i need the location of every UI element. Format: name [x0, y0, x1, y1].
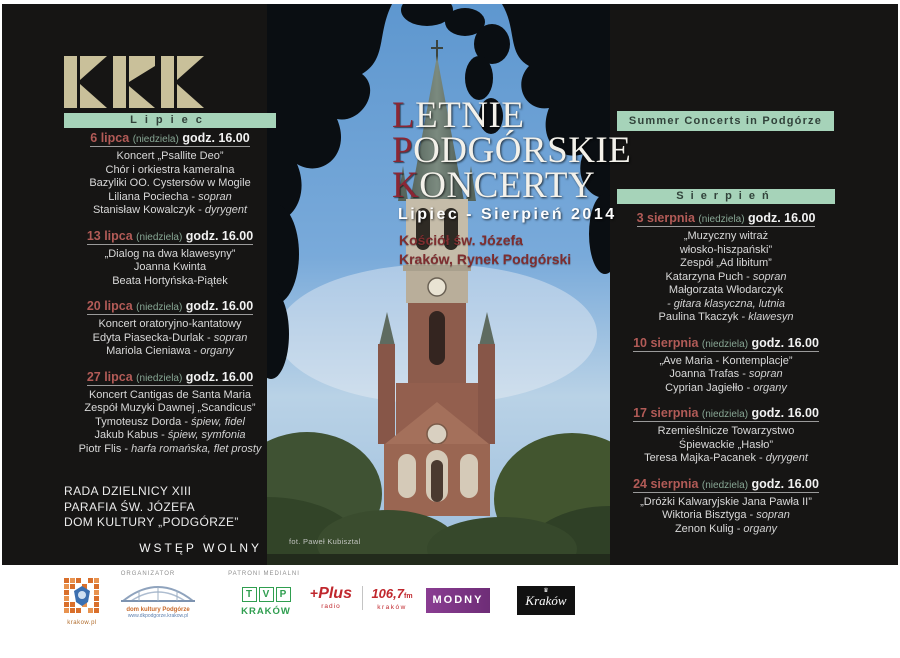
- radio-fm-logo: [366, 585, 418, 611]
- title-rest: ETNIE: [415, 95, 525, 136]
- program-line: [608, 368, 844, 382]
- program-role: dyrygent: [204, 204, 248, 216]
- program-text: Piotr Flis -: [78, 442, 132, 455]
- event-weekday: (niedziela): [136, 372, 183, 384]
- program-line: [52, 177, 288, 191]
- program-text: Joanna Kwinta: [133, 261, 207, 273]
- program-line: [52, 191, 288, 205]
- program-line: [608, 284, 844, 298]
- tvp-letter-boxes: [238, 587, 294, 602]
- event-date: 24 sierpnia: [633, 476, 699, 491]
- church-photo: [267, 4, 610, 565]
- program-text: Koncert Cantigas de Santa Maria: [88, 388, 252, 401]
- venue-line: Kościół św. Józefa: [399, 232, 523, 248]
- tvp-letter: P: [276, 587, 291, 602]
- program-text: Teresa Majka-Pacanek -: [644, 452, 766, 464]
- event-date: 20 lipca: [86, 299, 133, 313]
- organizers-block: [64, 484, 239, 531]
- program-line: [608, 425, 844, 439]
- event-date: 3 sierpnia: [636, 211, 695, 225]
- program-line: [52, 429, 288, 443]
- program-line: [608, 496, 844, 510]
- venue-block: [399, 231, 571, 269]
- organizer-line: PARAFIA ŚW. JÓZEFA: [64, 499, 196, 514]
- event-entry: [608, 211, 844, 325]
- program-line: [608, 509, 844, 523]
- program-text: Beata Hortyńska-Piątek: [112, 274, 228, 287]
- event-date-line: [608, 211, 844, 227]
- event-date-underline: [633, 477, 819, 493]
- event-date-underline: [87, 370, 253, 386]
- program-text: Stanisław Kowalczyk -: [92, 204, 205, 216]
- program-text: włosko-hiszpański”: [679, 243, 773, 256]
- program-line: [608, 452, 844, 466]
- title-initial: K: [392, 165, 420, 206]
- program-line: [52, 150, 288, 164]
- krk-logo-icon: [64, 56, 204, 108]
- event-time: godz. 16.00: [751, 335, 819, 350]
- event-date: 13 lipca: [86, 228, 133, 243]
- fm-unit: fm: [403, 593, 413, 600]
- program-text: Joanna Trafas -: [669, 368, 749, 380]
- program-role: sopran: [752, 270, 787, 283]
- event-entry: [608, 336, 844, 396]
- program-line: [52, 389, 288, 403]
- krakow-pl-caption: krakow.pl: [67, 620, 97, 626]
- program-role: organy: [743, 522, 778, 535]
- program-text: „Muzyczny witraż: [683, 230, 769, 242]
- event-date-line: [608, 477, 844, 493]
- program-text: Tymoteusz Dorda -: [95, 415, 192, 428]
- event-date-line: [52, 370, 288, 386]
- event-entry: [608, 477, 844, 537]
- program-line: [608, 271, 844, 285]
- event-entry: [52, 370, 288, 457]
- program-role: śpiew, fidel: [191, 415, 245, 428]
- program-text: Jakub Kabus -: [94, 429, 168, 441]
- program-line: [52, 248, 288, 262]
- program-role: organy: [200, 345, 234, 357]
- title-line-1: [392, 95, 631, 136]
- event-weekday: (niedziela): [132, 134, 179, 145]
- event-weekday: (niedziela): [701, 338, 749, 350]
- event-date-line: [608, 406, 844, 422]
- church-photo-art: [267, 4, 610, 565]
- program-text: Katarzyna Puch -: [665, 270, 753, 283]
- footer-divider: [362, 586, 363, 610]
- program-text: Mariola Cieniawa -: [106, 345, 201, 357]
- event-time: godz. 16.00: [185, 299, 254, 313]
- program-line: [608, 439, 844, 453]
- program-line: [52, 275, 288, 289]
- program-line: [52, 443, 288, 457]
- event-time: godz. 16.00: [751, 406, 819, 420]
- krakow-pl-mosaic-icon: [64, 578, 100, 614]
- event-date-underline: [633, 336, 819, 352]
- program-line: [52, 416, 288, 430]
- program-role: sopran: [756, 509, 790, 521]
- august-month-bar: Sierpień: [617, 189, 835, 204]
- event-date: 6 lipca: [90, 131, 130, 145]
- event-date: 17 sierpnia: [633, 406, 699, 420]
- program-text: Koncert „Psallite Deo”: [116, 150, 224, 162]
- event-time: godz. 16.00: [182, 131, 250, 145]
- program-text: Rzemieślnicze Towarzystwo: [657, 425, 795, 437]
- event-date: 27 lipca: [86, 369, 133, 384]
- free-admission-label: WSTĘP WOLNY: [139, 541, 262, 555]
- program-text: Edyta Piasecka-Durlak -: [92, 331, 214, 344]
- program-role: klawesyn: [748, 311, 794, 323]
- title-initial: P: [392, 130, 414, 171]
- crown-icon: ♛: [543, 588, 549, 594]
- july-events-list: [52, 131, 288, 467]
- program-role: sopran: [748, 368, 783, 380]
- date-range-subtitle: Lipiec - Sierpień 2014: [398, 206, 617, 223]
- event-weekday: (niedziela): [136, 302, 183, 313]
- program-text: „Dróżki Kalwaryjskie Jana Pawła II”: [640, 495, 812, 508]
- title-rest: ONCERTY: [419, 165, 596, 206]
- program-role: sopran: [213, 331, 248, 344]
- title-initial: L: [392, 95, 416, 136]
- radio-plus-logo: [306, 585, 356, 610]
- august-events-list: [608, 211, 844, 547]
- program-text: Zespół Muzyki Dawnej „Scandicus”: [84, 402, 256, 414]
- event-date-line: [608, 336, 844, 352]
- program-line: [52, 261, 288, 275]
- krk-logo: [64, 56, 204, 113]
- program-role: organy: [753, 381, 787, 394]
- title-line-3: [392, 165, 631, 206]
- program-line: [52, 332, 288, 346]
- program-role: - gitara klasyczna, lutnia: [667, 297, 785, 310]
- program-text: Bazyliki OO. Cystersów w Mogile: [89, 177, 251, 189]
- organizer-line: DOM KULTURY „PODGÓRZE”: [64, 515, 239, 529]
- krakow-magazine-name: Kraków: [525, 593, 567, 608]
- event-time: godz. 16.00: [185, 369, 254, 384]
- photo-credit: fot. Paweł Kubisztal: [289, 537, 361, 546]
- title-rest: ODGÓRSKIE: [413, 130, 632, 171]
- program-text: „Dialog na dwa klawesyny”: [104, 247, 236, 260]
- fm-caption: kraków: [377, 604, 407, 611]
- program-text: Zenon Kulig -: [674, 522, 744, 535]
- program-role: śpiew, symfonia: [167, 429, 246, 441]
- program-text: Chór i orkiestra kameralna: [105, 163, 235, 176]
- program-text: Zespół „Ad libitum”: [680, 257, 772, 269]
- krakow-pl-logo: [60, 578, 104, 626]
- event-date-line: [52, 299, 288, 315]
- event-date-underline: [633, 406, 819, 422]
- event-entry: [52, 229, 288, 289]
- program-line: [608, 244, 844, 258]
- program-line: [608, 257, 844, 271]
- program-role: sopran: [198, 190, 232, 203]
- program-text: Liliana Pociecha -: [108, 190, 199, 203]
- program-line: [52, 402, 288, 416]
- media-patrons-label: PATRONI MEDIALNI: [228, 571, 300, 577]
- dk-podgorze-logo: [114, 581, 202, 619]
- event-weekday: (niedziela): [136, 231, 183, 243]
- event-date-underline: [90, 131, 249, 147]
- modny-logo: MODNY: [426, 588, 490, 613]
- program-line: [52, 204, 288, 218]
- event-entry: [52, 131, 288, 218]
- event-date-underline: [637, 211, 816, 227]
- event-time: godz. 16.00: [185, 228, 254, 243]
- event-time: godz. 16.00: [751, 476, 819, 491]
- program-line: [52, 164, 288, 178]
- venue-line: Kraków, Rynek Podgórski: [399, 251, 572, 267]
- program-line: [52, 318, 288, 332]
- title-line-2: [392, 130, 632, 171]
- july-month-bar: Lipiec: [64, 113, 276, 128]
- program-text: Paulina Tkaczyk -: [658, 311, 749, 323]
- dk-podgorze-url: www.dkpodgorze.krakow.pl: [127, 613, 189, 619]
- event-entry: [608, 406, 844, 466]
- fm-frequency: 106,7: [371, 586, 404, 601]
- program-text: Koncert oratoryjno-kantatowy: [98, 318, 242, 330]
- program-text: Wiktoria Bisztyga -: [662, 509, 757, 521]
- program-text: Małgorzata Włodarczyk: [668, 284, 784, 296]
- event-weekday: (niedziela): [701, 479, 749, 491]
- organizer-line: RADA DZIELNICY XIII: [64, 484, 192, 498]
- program-line: [608, 355, 844, 369]
- summer-concerts-bar: Summer Concerts in Podgórze: [617, 111, 834, 131]
- plus-icon: +: [310, 585, 319, 601]
- program-role: dyrygent: [765, 452, 808, 464]
- program-text: Cyprian Jagiełło -: [665, 381, 754, 394]
- program-role: harfa romańska, flet prosty: [131, 442, 262, 455]
- poster-title: [392, 95, 632, 206]
- dk-podgorze-name: dom kultury Podgórze: [126, 607, 190, 613]
- program-text: „Ave Maria - Kontemplacje”: [659, 354, 793, 367]
- tvp-letter: V: [259, 587, 274, 602]
- event-date-line: [52, 131, 288, 147]
- event-date-line: [52, 229, 288, 245]
- program-line: [608, 523, 844, 537]
- krakow-magazine-logo: [517, 586, 575, 615]
- program-line: [608, 230, 844, 244]
- tvp-krakow-caption: KRAKÓW: [241, 606, 291, 617]
- program-line: [608, 382, 844, 396]
- bridge-icon: [121, 581, 195, 603]
- program-line: [608, 311, 844, 325]
- organizer-label: ORGANIZATOR: [120, 571, 176, 577]
- event-entry: [52, 299, 288, 359]
- program-text: Śpiewackie „Hasło”: [678, 438, 774, 451]
- tvp-letter: T: [242, 587, 257, 602]
- event-date-underline: [87, 299, 253, 315]
- program-line: [52, 345, 288, 359]
- event-weekday: (niedziela): [698, 214, 745, 225]
- tvp-krakow-logo: [238, 587, 294, 617]
- program-line: [608, 298, 844, 312]
- plus-caption: radio: [321, 603, 341, 610]
- event-date: 10 sierpnia: [633, 335, 699, 350]
- event-weekday: (niedziela): [701, 409, 749, 420]
- event-time: godz. 16.00: [748, 211, 816, 225]
- plus-name: Plus: [318, 585, 352, 602]
- event-date-underline: [87, 229, 253, 245]
